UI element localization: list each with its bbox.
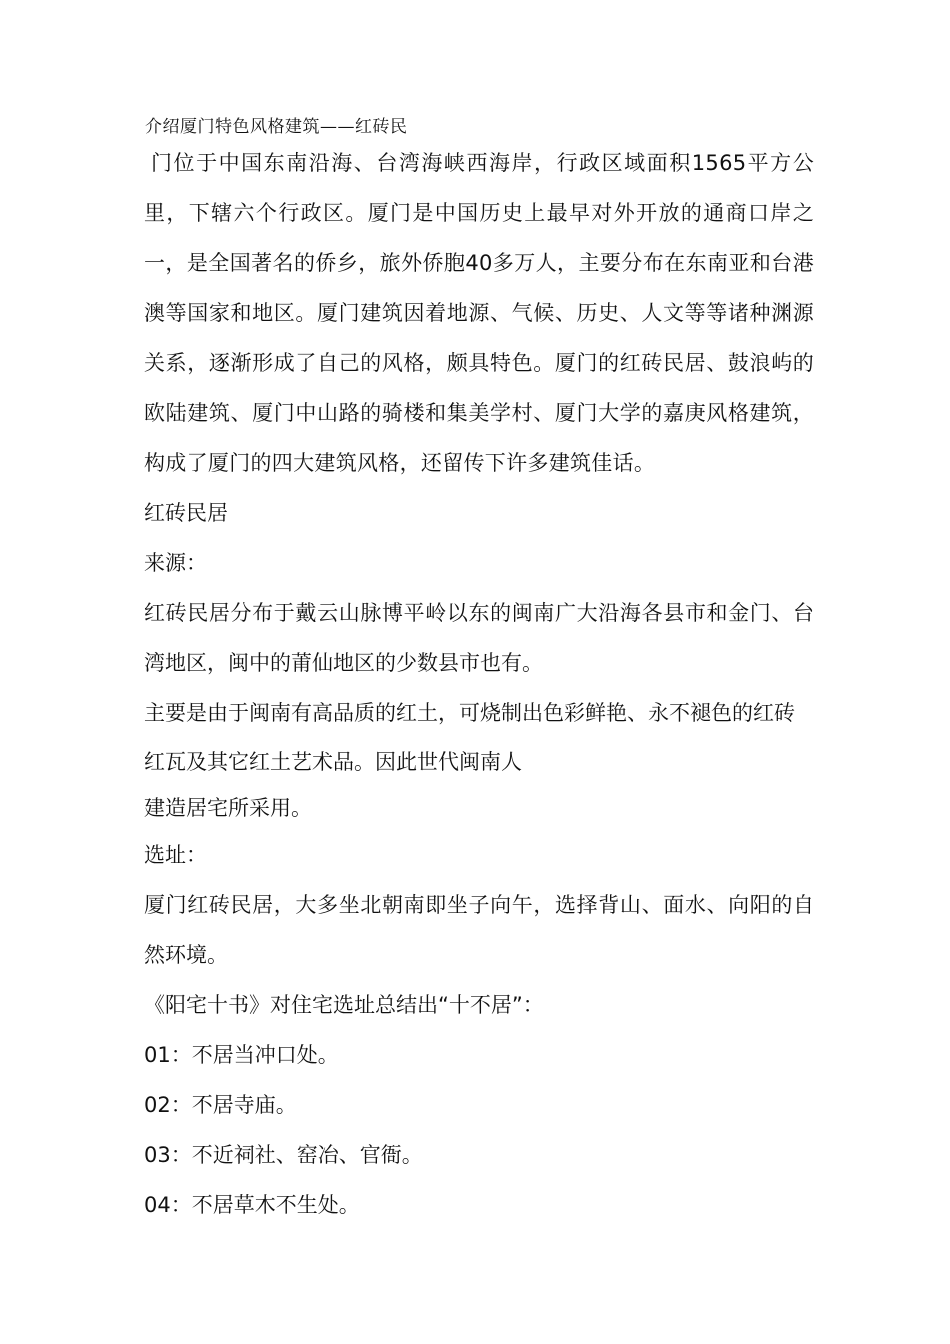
reason-line-1: 主要是由于闽南有高品质的红土，可烧制出色彩鲜艳、永不褪色的红砖 [144, 701, 795, 725]
reason-line-3: 建造居宅所采用。 [144, 796, 312, 820]
section-heading: 红砖民居 [144, 501, 228, 525]
rule-item: 02：不居寺庙。 [144, 1093, 297, 1117]
source-label: 来源： [144, 551, 207, 575]
source-paragraph: 红砖民居分布于戴云山脉博平岭以东的闽南广大沿海各县市和金门、台湾地区，闽中的莆仙地区的少数县市也有。 [144, 601, 814, 675]
document-title: 介绍厦门特色风格建筑——红砖民 [145, 117, 408, 137]
rule-item: 03：不近祠社、窑冶、官衙。 [144, 1143, 423, 1167]
intro-paragraph: 门位于中国东南沿海、台湾海峡西海岸，行政区域面积1565平方公里，下辖六个行政区。厦门是中国历史上最早对外开放的通商口岸之一，是全国著名的侨乡，旅外侨胞40多万人，主要分布在东南亚和台港澳等国家和地区。厦门建筑因着地源、气候、历史、人文等等诸种渊源关系，逐渐形成了自己的风格，颇具特色。厦门的红砖民居、鼓浪屿的欧陆建筑、厦门中山路的骑楼和集美学村、厦门大学的嘉庚风格建筑，构成了厦门的四大建筑风格，还留传下许多建筑佳话。 [144, 151, 814, 475]
site-label: 选址： [144, 843, 207, 867]
rule-item: 01：不居当冲口处。 [144, 1043, 339, 1067]
site-paragraph: 厦门红砖民居，大多坐北朝南即坐子向午，选择背山、面水、向阳的自然环境。 [144, 893, 814, 967]
reason-line-2: 红瓦及其它红土艺术品。因此世代闽南人 [144, 750, 522, 774]
rule-item: 04：不居草木不生处。 [144, 1193, 360, 1217]
book-line: 《阳宅十书》对住宅选址总结出“十不居”： [144, 993, 544, 1017]
document-body [144, 138, 814, 1230]
